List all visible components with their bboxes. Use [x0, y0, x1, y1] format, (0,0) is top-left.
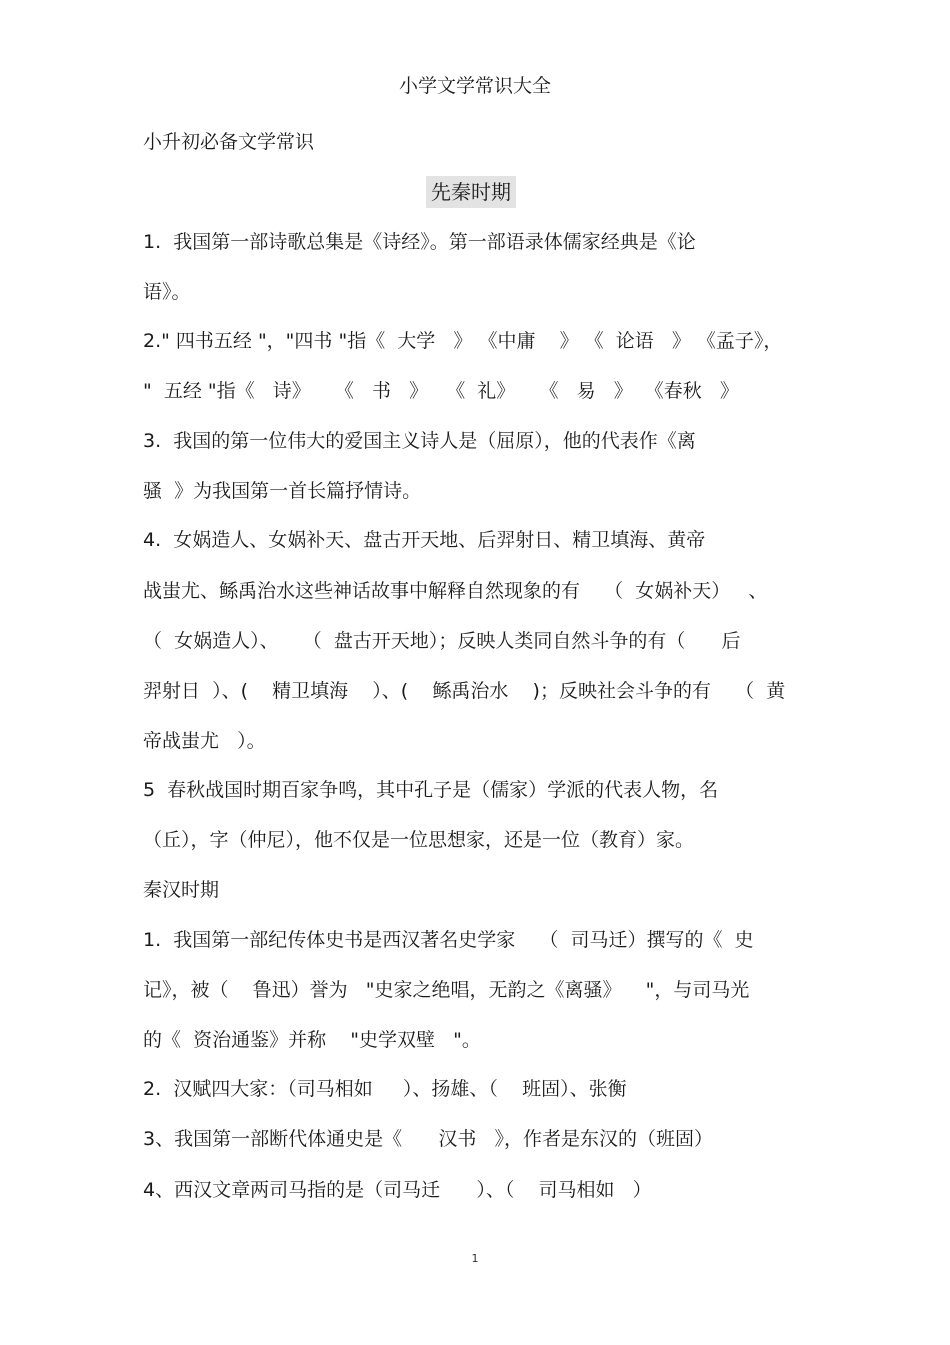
text-line: （丘），字（仲尼），他不仅是一位思想家，还是一位（教育）家。: [143, 829, 695, 851]
text-line: " 五经 "指《 诗》 《 书 》 《 礼》 《 易 》 《春秋 》: [143, 380, 739, 402]
text-line: 帝战蚩尤 ）。: [143, 730, 266, 752]
text-line: 骚 》为我国第一首长篇抒情诗。: [143, 480, 422, 502]
text-line: 记》，被（ 鲁迅）誉为 "史家之绝唱，无韵之《离骚》 "，与司马光: [143, 979, 750, 1001]
document-title: 小学文学常识大全: [398, 75, 551, 97]
text-line: 3、我国第一部断代体通史是《 汉书 》，作者是东汉的（班固）: [143, 1128, 713, 1150]
section-heading-xianqin: 先秦时期: [426, 176, 516, 208]
text-line: 4. 女娲造人、女娲补天、盘古开天地、后羿射日、精卫填海、黄帝: [143, 529, 706, 551]
page-number: 1: [471, 1252, 479, 1265]
text-line: 2. 汉赋四大家：（司马相如 ）、扬雄、（ 班固）、张衡: [143, 1078, 627, 1100]
text-line: 1. 我国第一部纪传体史书是西汉著名史学家 （ 司马迁）撰写的《 史: [143, 929, 754, 951]
text-line: 4、西汉文章两司马指的是（司马迁 ）、（ 司马相如 ）: [143, 1179, 652, 1201]
text-line: （ 女娲造人）、 （ 盘古开天地）；反映人类同自然斗争的有（ 后: [143, 630, 741, 652]
text-line: 语》。: [143, 281, 191, 303]
document-subtitle: 小升初必备文学常识: [143, 131, 315, 153]
text-line: 1. 我国第一部诗歌总集是《诗经》。第一部语录体儒家经典是《论: [143, 231, 696, 253]
text-line: 的《 资治通鉴》并称 "史学双壁 "。: [143, 1029, 481, 1051]
text-line: 战蚩尤、鲧禹治水这些神话故事中解释自然现象的有 （ 女娲补天） 、: [143, 580, 768, 602]
section-heading-qinhan: 秦汉时期: [143, 879, 220, 901]
text-line: 5 春秋战国时期百家争鸣，其中孔子是（儒家）学派的代表人物，名: [143, 779, 719, 801]
text-line: 羿射日 ）、( 精卫填海 ）、( 鲧禹治水 )；反映社会斗争的有 （ 黄: [143, 680, 786, 702]
text-line: 2." 四书五经 "，"四书 "指《 大学 》 《中庸 》 《 论语 》 《孟子》，: [143, 330, 783, 352]
text-line: 3. 我国的第一位伟大的爱国主义诗人是（屈原），他的代表作《离: [143, 430, 696, 452]
